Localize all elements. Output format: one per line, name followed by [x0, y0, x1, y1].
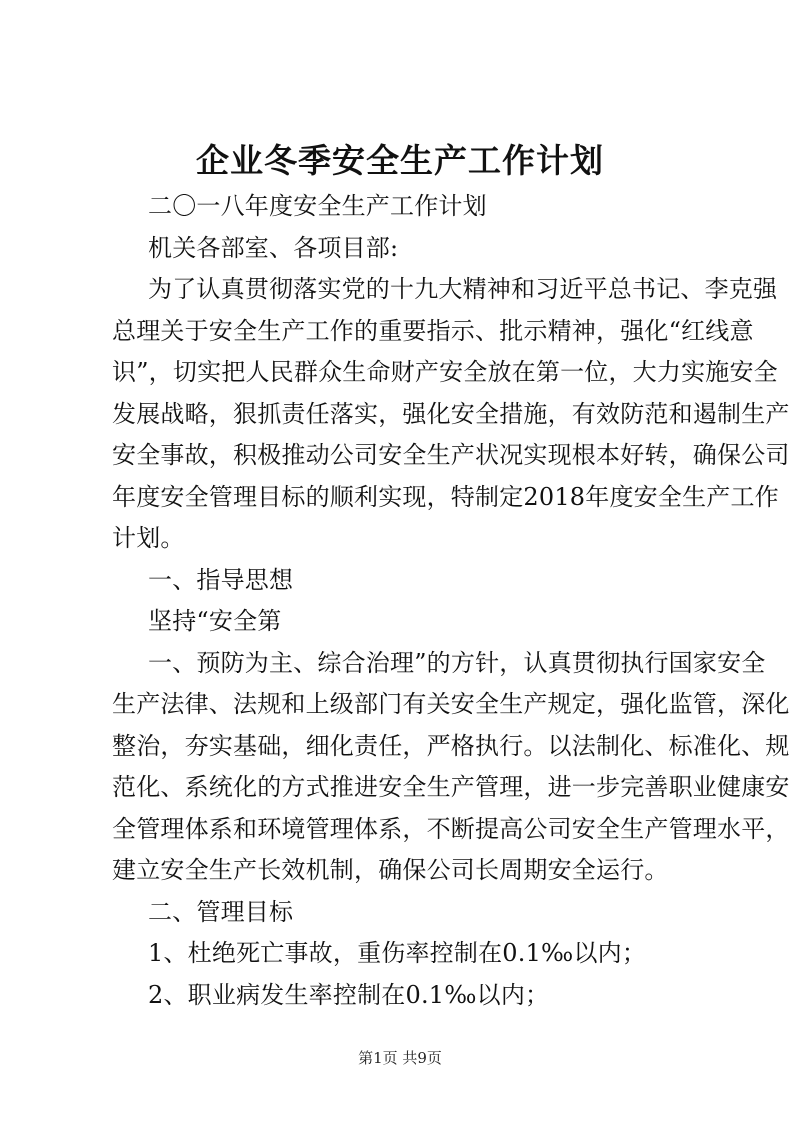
body-line-17: 建立安全生产长效机制，确保公司长周期安全运行。 [112, 856, 669, 884]
body-line-7: 安全事故，积极推动公司安全生产状况实现根本好转，确保公司 [112, 441, 790, 469]
goal-item-2: 2、职业病发生率控制在0.1‰以内； [148, 980, 550, 1009]
document-title: 企业冬季安全生产工作计划 [196, 141, 604, 180]
goal-item-1: 1、杜绝死亡事故，重伤率控制在0.1‰以内； [148, 939, 647, 967]
body-line-3: 为了认真贯彻落实党的十九大精神和习近平总书记、李克强 [148, 275, 778, 303]
body-line-8: 年度安全管理目标的顺利实现，特制定2018年度安全生产工作 [112, 482, 779, 511]
section-heading-guiding: 一、指导思想 [148, 565, 294, 594]
body-line-9: 计划。 [112, 524, 185, 552]
body-line-12: 一、预防为主、综合治理”的方针，认真贯彻执行国家安全 [148, 648, 766, 677]
body-line-4: 总理关于安全生产工作的重要指示、批示精神，强化“红线意 [112, 316, 754, 345]
body-line-14: 整治，夯实基础，细化责任，严格执行。以法制化、标准化、规 [112, 731, 790, 760]
body-line-6: 发展战略，狠抓责任落实，强化安全措施，有效防范和遏制生产 [112, 399, 790, 428]
page-footer: 第1页 共9页 [358, 1049, 442, 1067]
body-line-15: 范化、系统化的方式推进安全生产管理，进一步完善职业健康安 [112, 773, 790, 801]
body-line-5: 识”，切实把人民群众生命财产安全放在第一位，大力实施安全 [112, 358, 778, 386]
body-line-11: 坚持“安全第 [148, 607, 282, 635]
section-heading-goals: 二、管理目标 [148, 897, 294, 926]
body-line-2: 机关各部室、各项目部: [148, 233, 399, 262]
body-line-1: 二〇一八年度安全生产工作计划 [148, 192, 487, 220]
document-body [112, 186, 790, 1016]
body-line-16: 全管理体系和环境管理体系，不断提高公司安全生产管理水平， [112, 814, 790, 843]
body-line-13: 生产法律、法规和上级部门有关安全生产规定，强化监管，深化 [112, 690, 790, 718]
